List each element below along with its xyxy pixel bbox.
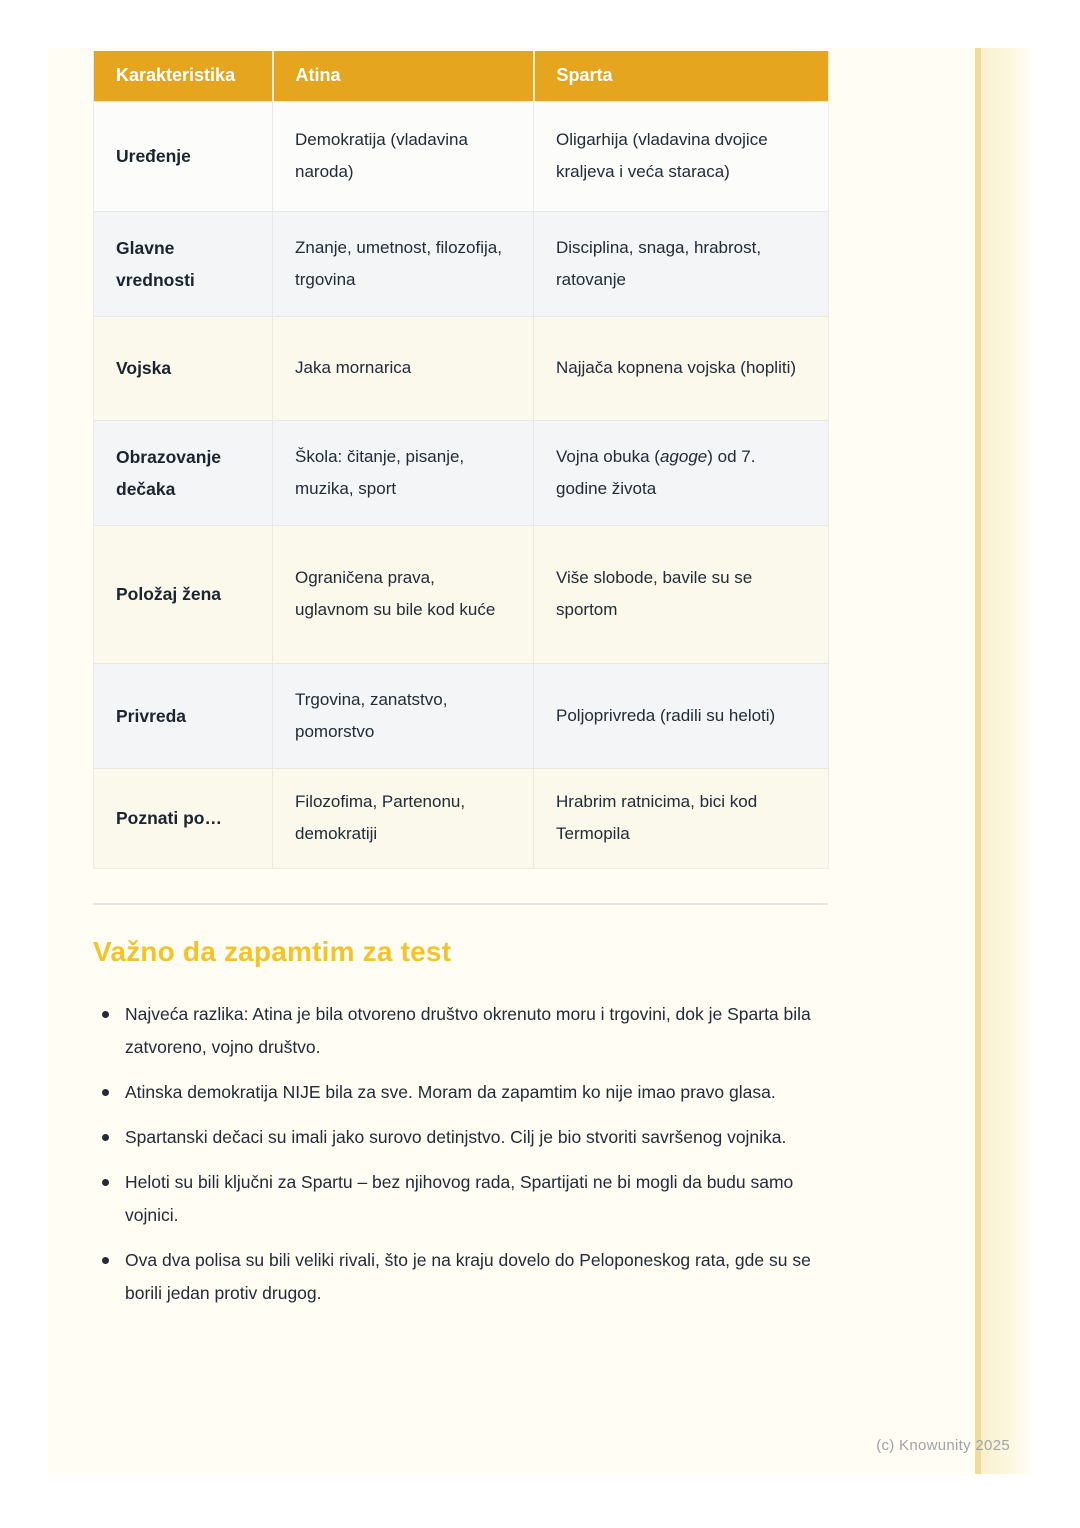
note-item — [93, 998, 838, 1064]
note-text: Atinska demokratija NIJE bila za sve. Moram da zapamtim ko nije imao pravo glasa. — [125, 1082, 776, 1102]
copyright-notice: (c) Knowunity 2025 — [876, 1437, 1010, 1454]
column-header-atina: Atina — [273, 51, 534, 101]
table-row — [94, 768, 829, 868]
sparta-cell: Oligarhija (vladavina dvojice kraljeva i veća staraca) — [534, 101, 829, 211]
sparta-cell: Najjača kopnena vojska (hopliti) — [534, 316, 829, 420]
note-item — [93, 1076, 838, 1109]
section-divider — [93, 903, 828, 905]
sparta-cell-text: ) od 7. godine života — [556, 446, 756, 498]
bullet-dot-icon — [102, 1179, 109, 1186]
note-item — [93, 1121, 838, 1154]
atina-cell: Jaka mornarica — [273, 316, 534, 420]
sparta-cell: Poljoprivreda (radili su heloti) — [534, 663, 829, 768]
atina-cell: Ograničena prava, uglavnom su bile kod kuće — [273, 525, 534, 663]
note-text: Spartanski dečaci su imali jako surovo detinjstvo. Cilj je bio stvoriti savršenog vojnika. — [125, 1127, 787, 1147]
row-label-cell: Obrazovanje dečaka — [94, 420, 273, 525]
note-text: Ova dva polisa su bili veliki rivali, što je na kraju dovelo do Peloponeskog rata, gde su se borili jedan protiv drugog. — [125, 1250, 811, 1303]
table-row — [94, 420, 829, 525]
note-item — [93, 1166, 838, 1232]
row-label-cell: Glavne vrednosti — [94, 211, 273, 316]
table-row — [94, 316, 829, 420]
sparta-cell: Hrabrim ratnicima, bici kod Termopila — [534, 768, 829, 868]
table-header-row — [94, 51, 829, 101]
sparta-cell — [534, 420, 829, 525]
bullet-dot-icon — [102, 1089, 109, 1096]
bullet-dot-icon — [102, 1134, 109, 1141]
note-text: Heloti su bili ključni za Spartu – bez njihovog rada, Spartijati ne bi mogli da budu samo vojnici. — [125, 1172, 794, 1225]
sparta-cell-text: Vojna obuka ( — [556, 446, 660, 466]
comparison-table — [93, 51, 829, 869]
row-label-cell: Poznati po… — [94, 768, 273, 868]
atina-cell: Trgovina, zanatstvo, pomorstvo — [273, 663, 534, 768]
bullet-dot-icon — [102, 1011, 109, 1018]
atina-cell: Znanje, umetnost, filozofija, trgovina — [273, 211, 534, 316]
atina-cell: Škola: čitanje, pisanje, muzika, sport — [273, 420, 534, 525]
atina-cell: Demokratija (vladavina naroda) — [273, 101, 534, 211]
row-label-cell: Vojska — [94, 316, 273, 420]
table-row — [94, 211, 829, 316]
section-heading: Važno da zapamtim za test — [93, 936, 452, 967]
right-stripe-light-band — [981, 48, 1032, 1474]
note-text: Najveća razlika: Atina je bila otvoreno društvo okrenuto moru i trgovini, dok je Sparta bila zatvoreno, vojno društvo. — [125, 1004, 811, 1057]
atina-cell: Filozofima, Partenonu, demokratiji — [273, 768, 534, 868]
notes-list — [93, 998, 838, 1322]
row-label-cell: Privreda — [94, 663, 273, 768]
column-header-karakteristika: Karakteristika — [94, 51, 273, 101]
column-header-sparta: Sparta — [534, 51, 829, 101]
table-row — [94, 663, 829, 768]
note-item — [93, 1244, 838, 1310]
sparta-cell: Više slobode, bavile su se sportom — [534, 525, 829, 663]
table-row — [94, 101, 829, 211]
row-label-cell: Uređenje — [94, 101, 273, 211]
row-label-cell: Položaj žena — [94, 525, 273, 663]
sparta-cell-italic-term: agoge — [659, 446, 708, 466]
table-row — [94, 525, 829, 663]
sparta-cell: Disciplina, snaga, hrabrost, ratovanje — [534, 211, 829, 316]
bullet-dot-icon — [102, 1257, 109, 1264]
